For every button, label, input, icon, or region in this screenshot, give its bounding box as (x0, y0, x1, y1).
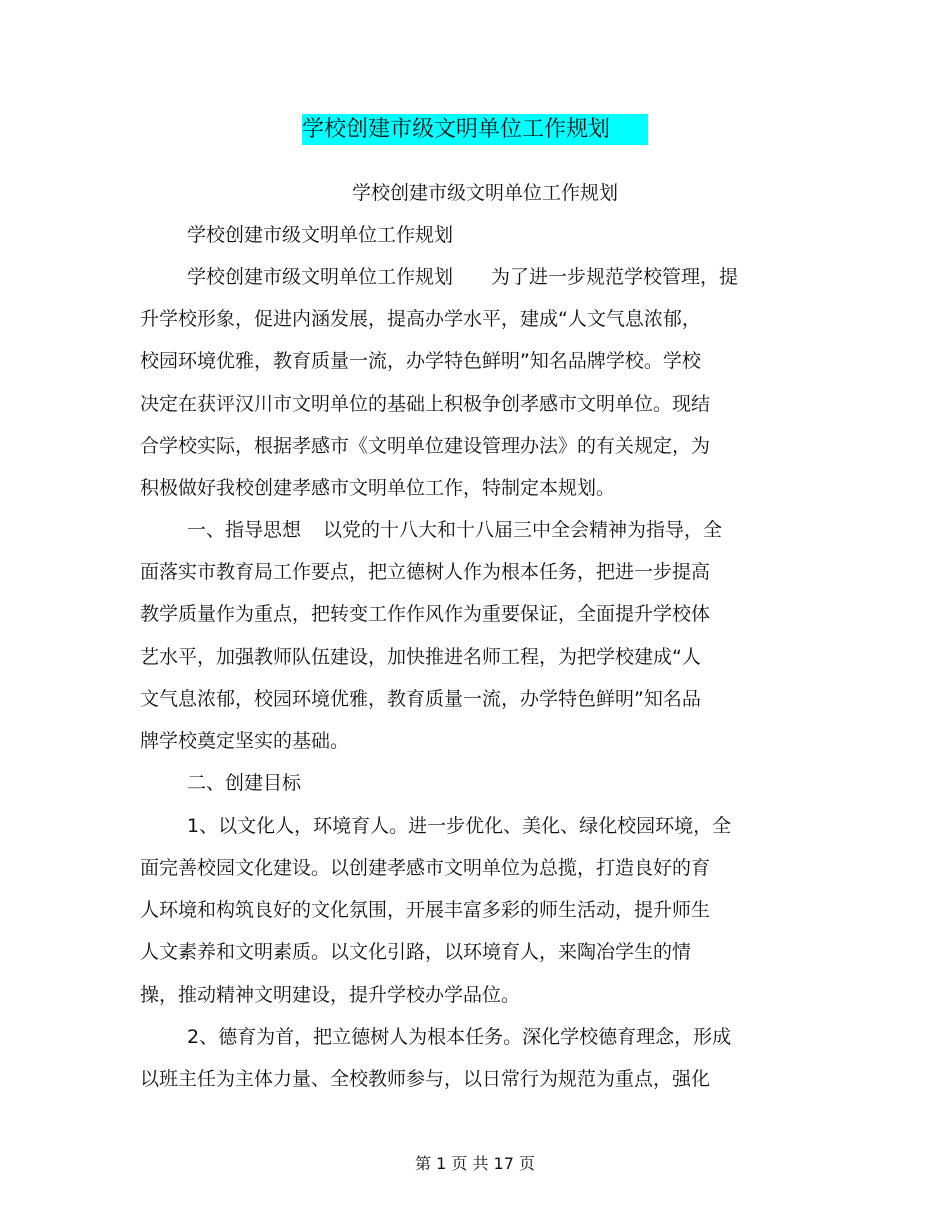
paragraph-line: 决定在获评汉川市文明单位的基础上积极争创孝感市文明单位。现结 (140, 393, 711, 415)
paragraph-line: 文气息浓郁，校园环境优雅，教育质量一流，办学特色鲜明”知名品 (140, 688, 701, 710)
paragraph-line: 人环境和构筑良好的文化氛围，开展丰富多彩的师生活动，提升师生 (140, 899, 711, 921)
paragraph-line: 学校创建市级文明单位工作规划 (187, 224, 454, 246)
paragraph-line: 教学质量作为重点，把转变工作作风作为重要保证，全面提升学校体 (140, 603, 711, 625)
page-footer: 第 1 页 共 17 页 (415, 1154, 535, 1173)
subtitle: 学校创建市级文明单位工作规划 (351, 182, 618, 204)
paragraph-line: 面完善校园文化建设。以创建孝感市文明单位为总揽，打造良好的育 (140, 857, 711, 879)
paragraph-line: 艺水平，加强教师队伍建设，加快推进名师工程，为把学校建成“人 (140, 646, 701, 668)
paragraph-line (187, 264, 837, 290)
paragraph-line (187, 517, 837, 543)
section-heading: 二、创建目标 (187, 772, 302, 794)
paragraph-text: 以党的十八大和十八届三中全会精神为指导，全 (323, 519, 723, 541)
paragraph-line: 1、以文化人，环境育人。进一步优化、美化、绿化校园环境，全 (187, 815, 732, 837)
inline-heading: 学校创建市级文明单位工作规划 (187, 266, 454, 288)
paragraph-line: 操，推动精神文明建设，提升学校办学品位。 (140, 984, 521, 1006)
paragraph-line: 升学校形象，促进内涵发展，提高办学水平，建成“人文气息浓郁， (140, 308, 701, 330)
paragraph-text: 为了进一步规范学校管理，提 (491, 266, 739, 288)
paragraph-line: 2、德育为首，把立德树人为根本任务。深化学校德育理念，形成 (187, 1026, 732, 1048)
paragraph-line: 人文素养和文明素质。以文化引路，以环境育人，来陶冶学生的情 (140, 941, 692, 963)
paragraph-line: 积极做好我校创建孝感市文明单位工作，特制定本规划。 (140, 477, 616, 499)
section-heading: 一、指导思想 (187, 519, 302, 541)
paragraph-line: 面落实市教育局工作要点，把立德树人作为根本任务，把进一步提高 (140, 561, 711, 583)
paragraph-line: 校园环境优雅，教育质量一流，办学特色鲜明”知名品牌学校。学校 (140, 350, 701, 372)
title-highlight: 学校创建市级文明单位工作规划 (302, 114, 648, 145)
paragraph-line: 合学校实际，根据孝感市《文明单位建设管理办法》的有关规定，为 (140, 435, 711, 457)
document-title (300, 114, 648, 145)
paragraph-line: 牌学校奠定坚实的基础。 (140, 730, 350, 752)
paragraph-line: 以班主任为主体力量、全校教师参与，以日常行为规范为重点，强化 (140, 1068, 711, 1090)
